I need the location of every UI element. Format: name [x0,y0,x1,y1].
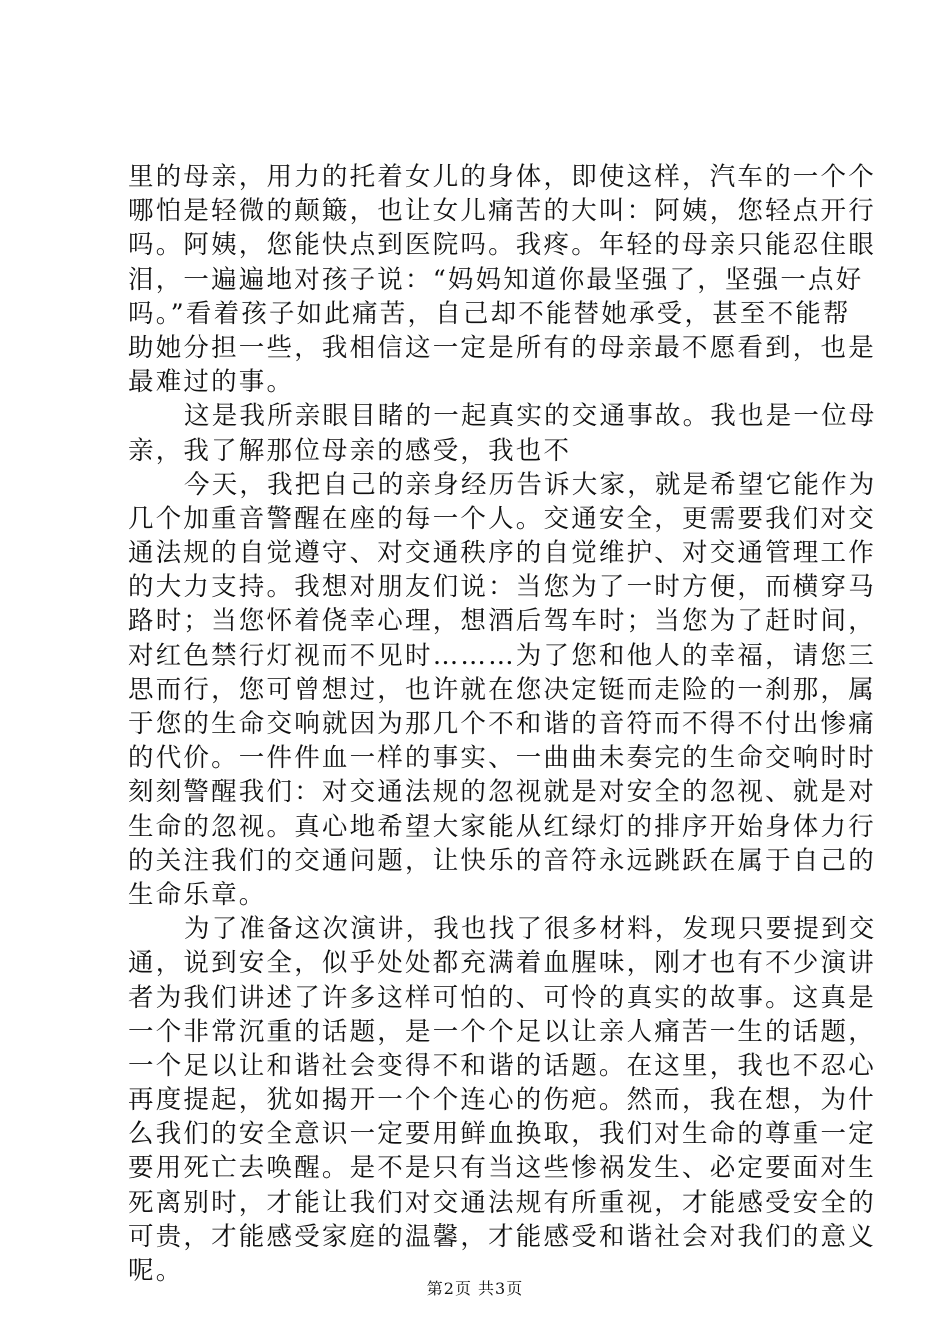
text-line: 助她分担一些，我相信这一定是所有的母亲最不愿看到，也是 [128,332,876,363]
text-line: 么我们的安全意识一定要用鲜血换取，我们对生命的尊重一定 [128,1119,876,1150]
text-line: 里的母亲，用力的托着女儿的身体，即使这样，汽车的一个个 [128,162,876,192]
text-line: 死离别时，才能让我们对交通法规有所重视，才能感受安全的 [128,1187,876,1218]
text-line: 要用死亡去唤醒。是不是只有当这些惨祸发生、必定要面对生 [128,1153,876,1184]
text-line: 吗。阿姨，您能快点到医院吗。我疼。年轻的母亲只能忍住眼 [128,230,876,261]
text-line: 呢。 [128,1256,184,1286]
text-line: 亲，我了解那位母亲的感受，我也不 [128,435,572,466]
text-line: 可贵，才能感受家庭的温馨，才能感受和谐社会对我们的意义 [128,1221,876,1252]
text-line: 今天，我把自己的亲身经历告诉大家，就是希望它能作为 [184,469,877,500]
text-line: 一个足以让和谐社会变得不和谐的话题。在这里，我也不忍心 [128,1050,876,1081]
text-line: 吗。”看着孩子如此痛苦，自己却不能替她承受，甚至不能帮 [128,298,851,329]
text-line: 对红色禁行灯视而不见时………为了您和他人的幸福，请您三 [128,640,876,671]
text-line: 思而行，您可曾想过，也许就在您决定铤而走险的一刹那，属 [128,674,876,705]
text-line: 泪，一遍遍地对孩子说：“妈妈知道你最坚强了，坚强一点好 [128,264,864,295]
text-line: 哪怕是轻微的颠簸，也让女儿痛苦的大叫：阿姨，您轻点开行 [128,196,876,227]
page-footer: 第2页 共3页 [426,1279,524,1298]
text-line: 通，说到安全，似乎处处都充满着血腥味，刚才也有不少演讲 [128,948,876,979]
text-line: 为了准备这次演讲，我也找了很多材料，发现只要提到交 [184,914,877,945]
text-line: 的代价。一件件血一样的事实、一曲曲未奏完的生命交响时时 [128,743,876,774]
text-line: 的关注我们的交通问题，让快乐的音符永远跳跃在属于自己的 [128,845,876,876]
text-line: 刻刻警醒我们：对交通法规的忽视就是对安全的忽视、就是对 [128,777,876,808]
text-line: 路时；当您怀着侥幸心理，想酒后驾车时；当您为了赶时间， [128,606,876,637]
text-line: 于您的生命交响就因为那几个不和谐的音符而不得不付出惨痛 [128,709,876,739]
text-line: 几个加重音警醒在座的每一个人。交通安全，更需要我们对交 [128,503,876,534]
text-line: 生命乐章。 [128,879,267,910]
text-line: 者为我们讲述了许多这样可怕的、可怜的真实的故事。这真是 [128,982,876,1013]
text-line: 生命的忽视。真心地希望大家能从红绿灯的排序开始身体力行 [128,811,876,842]
text-line: 再度提起，犹如揭开一个个连心的伤疤。然而，我在想，为什 [128,1085,876,1116]
text-line: 这是我所亲眼目睹的一起真实的交通事故。我也是一位母 [184,401,877,432]
text-line: 一个非常沉重的话题，是一个个足以让亲人痛苦一生的话题， [128,1016,876,1047]
text-line: 最难过的事。 [128,367,295,398]
text-line: 通法规的自觉遵守、对交通秩序的自觉维护、对交通管理工作 [128,538,876,569]
document-body [128,160,877,1288]
text-line: 的大力支持。我想对朋友们说：当您为了一时方便，而横穿马 [128,572,876,603]
